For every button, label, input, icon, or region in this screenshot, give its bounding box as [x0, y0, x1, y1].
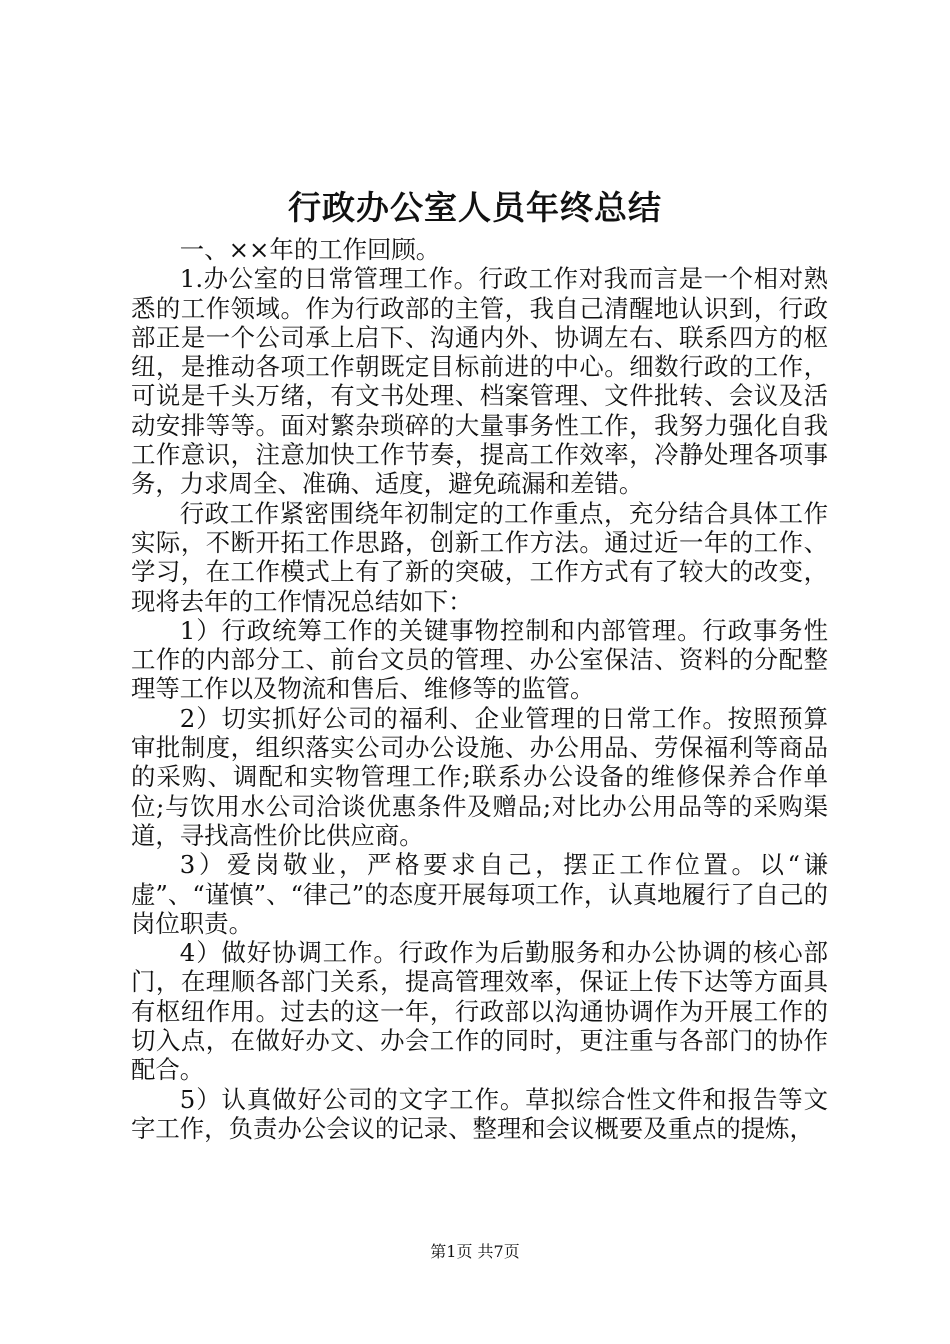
paragraph: 行政工作紧密围绕年初制定的工作重点，充分结合具体工作实际，不断开拓工作思路，创新工作方法。通过近一年的工作、学习，在工作模式上有了新的突破，工作方式有了较大的改变，现将去年的工作情况总结如下： — [131, 498, 828, 616]
paragraph: 4）做好协调工作。行政作为后勤服务和办公协调的核心部门，在理顺各部门关系，提高管理效率，保证上传下达等方面具有枢纽作用。过去的这一年，行政部以沟通协调作为开展工作的切入点，在做好办文、办会工作的同时，更注重与各部门的协作配合。 — [131, 938, 828, 1085]
page-footer: 第1页 共7页 — [430, 1242, 520, 1261]
paragraph: 1.办公室的日常管理工作。行政工作对我而言是一个相对熟悉的工作领域。作为行政部的主管，我自己清醒地认识到，行政部正是一个公司承上启下、沟通内外、协调左右、联系四方的枢纽，是推动各项工作朝既定目标前进的中心。细数行政的工作，可说是千头万绪，有文书处理、档案管理、文件批转、会议及活动安排等等。面对繁杂琐碎的大量事务性工作，我努力强化自我工作意识，注意加快工作节奏，提高工作效率，冷静处理各项事务，力求周全、准确、适度，避免疏漏和差错。 — [131, 264, 828, 499]
paragraph: 1）行政统筹工作的关键事物控制和内部管理。行政事务性工作的内部分工、前台文员的管理、办公室保洁、资料的分配整理等工作以及物流和售后、维修等的监管。 — [131, 615, 828, 704]
paragraph: 一、××年的工作回顾。 — [179, 235, 441, 264]
document-body — [131, 235, 828, 1143]
document-title: 行政办公室人员年终总结 — [288, 188, 662, 227]
paragraph: 5）认真做好公司的文字工作。草拟综合性文件和报告等文字工作，负责办公会议的记录、整理和会议概要及重点的提炼， — [131, 1084, 828, 1143]
paragraph: 2）切实抓好公司的福利、企业管理的日常工作。按照预算审批制度，组织落实公司办公设施、办公用品、劳保福利等商品的采购、调配和实物管理工作;联系办公设备的维修保养合作单位;与饮用水公司洽谈优惠条件及赠品;对比办公用品等的采购渠道，寻找高性价比供应商。 — [131, 703, 828, 850]
paragraph: 3）爱岗敬业，严格要求自己，摆正工作位置。以“谦虚”、“谨慎”、“律己”的态度开展每项工作，认真地履行了自己的岗位职责。 — [131, 850, 828, 938]
